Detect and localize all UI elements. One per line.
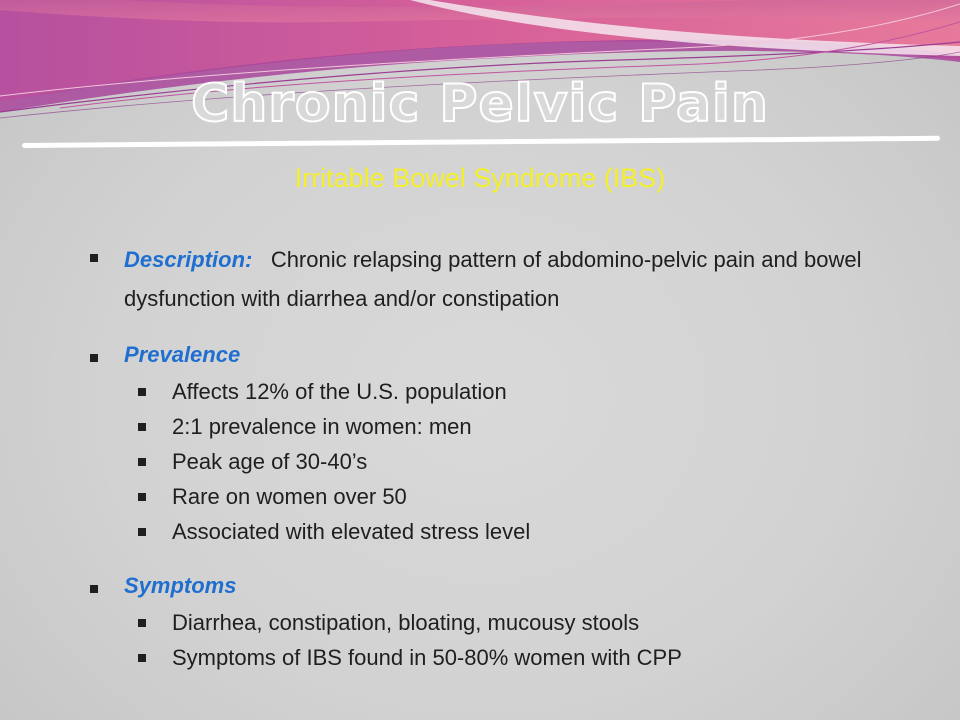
description-text: Chronic relapsing pattern of abdomino-pelvic pain and bowel dysfunction with diarrhea and/or constipation <box>124 247 862 311</box>
square-bullet-icon <box>90 254 98 262</box>
list-item: Symptoms of IBS found in 50-80% women with CPP <box>136 640 888 675</box>
symptoms-label: Symptoms <box>124 573 237 598</box>
slide-title: Chronic Pelvic Pain <box>191 74 769 134</box>
square-bullet-icon <box>138 423 146 431</box>
list-item: Affects 12% of the U.S. population <box>136 374 888 409</box>
list-item: Rare on women over 50 <box>136 479 888 514</box>
prevalence-bullet <box>88 342 888 549</box>
list-item: 2:1 prevalence in women: men <box>136 409 888 444</box>
symptoms-list <box>136 605 888 675</box>
symptoms-bullet <box>88 573 888 675</box>
square-bullet-icon <box>138 458 146 466</box>
square-bullet-icon <box>90 354 98 362</box>
slide-content <box>88 242 888 675</box>
slide-subtitle: Irritable Bowel Syndrome (IBS) <box>294 163 666 193</box>
description-bullet <box>88 242 888 320</box>
list-item: Associated with elevated stress level <box>136 514 888 549</box>
square-bullet-icon <box>138 619 146 627</box>
prevalence-list <box>136 374 888 549</box>
prevalence-label: Prevalence <box>124 342 241 367</box>
square-bullet-icon <box>90 585 98 593</box>
list-item: Diarrhea, constipation, bloating, mucousy stools <box>136 605 888 640</box>
square-bullet-icon <box>138 528 146 536</box>
square-bullet-icon <box>138 493 146 501</box>
square-bullet-icon <box>138 654 146 662</box>
list-item: Peak age of 30-40’s <box>136 444 888 479</box>
description-label: Description: <box>124 247 253 272</box>
square-bullet-icon <box>138 388 146 396</box>
